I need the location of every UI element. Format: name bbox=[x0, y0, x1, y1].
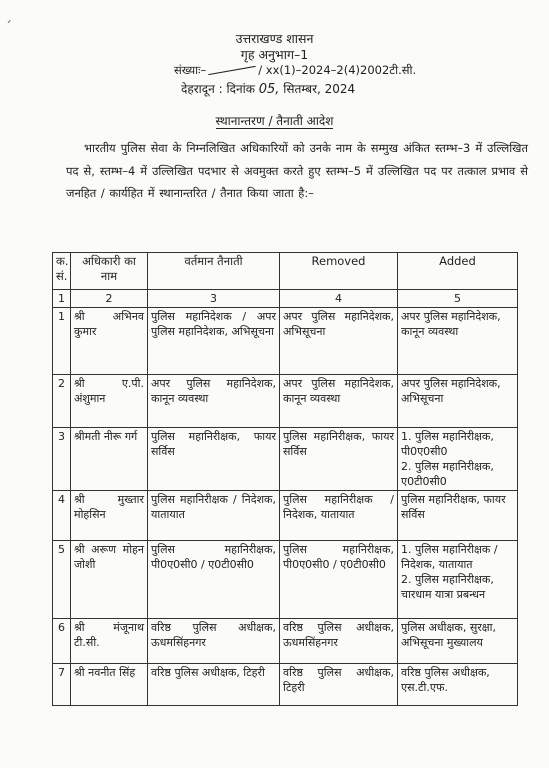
serial-cell: 7 bbox=[53, 664, 71, 706]
signature-stroke bbox=[209, 66, 256, 75]
added-post-cell: पुलिस अधीक्षक, सुरक्षा, अभिसूचना मुख्यालय bbox=[398, 619, 518, 664]
officer-name-cell: श्री मंजूनाथ टी.सी. bbox=[71, 619, 148, 664]
header-added: Added bbox=[398, 253, 518, 290]
table-row bbox=[53, 541, 518, 619]
order-paragraph: भारतीय पुलिस सेवा के निम्नलिखित अधिकारियों को उनके नाम के सम्मुख अंकित स्तम्भ–3 में उल्लिखित पद से, स्तम्भ–4 में उल्लिखित पदभार से अवमुक्त करते हुए स्तम्भ–5 में उल्लिखित पद पर तत्काल प्रभाव से जनहित / कार्यहित में स्थानान्तरित / तैनात किया जाता है:– bbox=[66, 141, 528, 200]
date-line bbox=[181, 80, 355, 97]
serial-cell: 3 bbox=[53, 428, 71, 491]
current-posting-cell: वरिष्ठ पुलिस अधीक्षक, ऊधमसिंहनगर bbox=[148, 619, 280, 664]
current-posting-cell: पुलिस महानिरीक्षक, फायर सर्विस bbox=[148, 428, 280, 491]
date-day: 05, bbox=[258, 82, 280, 97]
header-removed: Removed bbox=[280, 253, 398, 290]
current-posting-cell: पुलिस महानिरीक्षक, पी0ए0सी0 / ए0टी0सी0 bbox=[148, 541, 280, 619]
margin-tick: ´ bbox=[5, 20, 12, 36]
table-row bbox=[53, 428, 518, 491]
officer-name-cell: श्री ए.पी. अंशुमान bbox=[71, 375, 148, 428]
removed-post-cell: वरिष्ठ पुलिस अधीक्षक, टिहरी bbox=[280, 664, 398, 706]
added-post-cell: 1. पुलिस महानिरीक्षक, पी0ए0सी0 2. पुलिस महानिरीक्षक, ए0टी0सी0 bbox=[398, 428, 518, 491]
col-num: 3 bbox=[148, 290, 280, 308]
serial-cell: 2 bbox=[53, 375, 71, 428]
table-row bbox=[53, 308, 518, 375]
officer-name-cell: श्री अभिनव कुमार bbox=[71, 308, 148, 375]
government-name: उत्तराखण्ड शासन bbox=[235, 31, 314, 46]
table-row bbox=[53, 491, 518, 541]
date-rest: सितम्बर, 2024 bbox=[283, 82, 356, 96]
reference-number bbox=[174, 63, 416, 78]
column-number-row bbox=[53, 290, 518, 308]
date-prefix: देहरादून : दिनांक bbox=[181, 82, 255, 96]
added-post-cell: अपर पुलिस महानिदेशक, कानून व्यवस्था bbox=[398, 308, 518, 375]
current-posting-cell: पुलिस महानिदेशक / अपर पुलिस महानिदेशक, अभिसूचना bbox=[148, 308, 280, 375]
header-officer-name: अधिकारी का नाम bbox=[71, 253, 148, 290]
header-serial: क. सं. bbox=[53, 253, 71, 290]
table-row bbox=[53, 664, 518, 706]
added-post-cell: पुलिस महानिरीक्षक, फायर सर्विस bbox=[398, 491, 518, 541]
table-row bbox=[53, 619, 518, 664]
removed-post-cell: अपर पुलिस महानिदेशक, अभिसूचना bbox=[280, 308, 398, 375]
removed-post-cell: अपर पुलिस महानिदेशक, कानून व्यवस्था bbox=[280, 375, 398, 428]
current-posting-cell: पुलिस महानिरीक्षक / निदेशक, यातायात bbox=[148, 491, 280, 541]
removed-post-cell: वरिष्ठ पुलिस अधीक्षक, ऊधमसिंहनगर bbox=[280, 619, 398, 664]
added-post-cell: 1. पुलिस महानिरीक्षक / निदेशक, यातायात 2. पुलिस महानिरीक्षक, चारधाम यात्रा प्रबन्धन bbox=[398, 541, 518, 619]
department-name: गृह अनुभाग–1 bbox=[240, 47, 309, 62]
added-post-cell: वरिष्ठ पुलिस अधीक्षक, एस.टी.एफ. bbox=[398, 664, 518, 706]
col-num: 1 bbox=[53, 290, 71, 308]
officer-name-cell: श्रीमती नीरू गर्ग bbox=[71, 428, 148, 491]
ref-label: संख्याः– bbox=[174, 63, 207, 77]
serial-cell: 6 bbox=[53, 619, 71, 664]
table-row bbox=[53, 375, 518, 428]
col-num: 5 bbox=[398, 290, 518, 308]
serial-cell: 4 bbox=[53, 491, 71, 541]
officer-name-cell: श्री नवनीत सिंह bbox=[71, 664, 148, 706]
serial-cell: 5 bbox=[53, 541, 71, 619]
table-header-row bbox=[53, 253, 518, 290]
officer-name-cell: श्री मुख्तार मोहसिन bbox=[71, 491, 148, 541]
header-current-posting: वर्तमान तैनाती bbox=[148, 253, 280, 290]
removed-post-cell: पुलिस महानिरीक्षक, फायर सर्विस bbox=[280, 428, 398, 491]
ref-value: / xx(1)–2024–2(4)2002टी.सी. bbox=[258, 63, 417, 77]
added-post-cell: अपर पुलिस महानिदेशक, अभिसूचना bbox=[398, 375, 518, 428]
serial-cell: 1 bbox=[53, 308, 71, 375]
col-num: 2 bbox=[71, 290, 148, 308]
order-title: स्थानान्तरण / तैनाती आदेश bbox=[215, 114, 334, 128]
removed-post-cell: पुलिस महानिरीक्षक / निदेशक, यातायात bbox=[280, 491, 398, 541]
officer-name-cell: श्री अरूण मोहन जोशी bbox=[71, 541, 148, 619]
current-posting-cell: अपर पुलिस महानिदेशक, कानून व्यवस्था bbox=[148, 375, 280, 428]
transfer-table bbox=[52, 252, 518, 706]
removed-post-cell: पुलिस महानिरीक्षक, पी0ए0सी0 / ए0टी0सी0 bbox=[280, 541, 398, 619]
current-posting-cell: वरिष्ठ पुलिस अधीक्षक, टिहरी bbox=[148, 664, 280, 706]
col-num: 4 bbox=[280, 290, 398, 308]
